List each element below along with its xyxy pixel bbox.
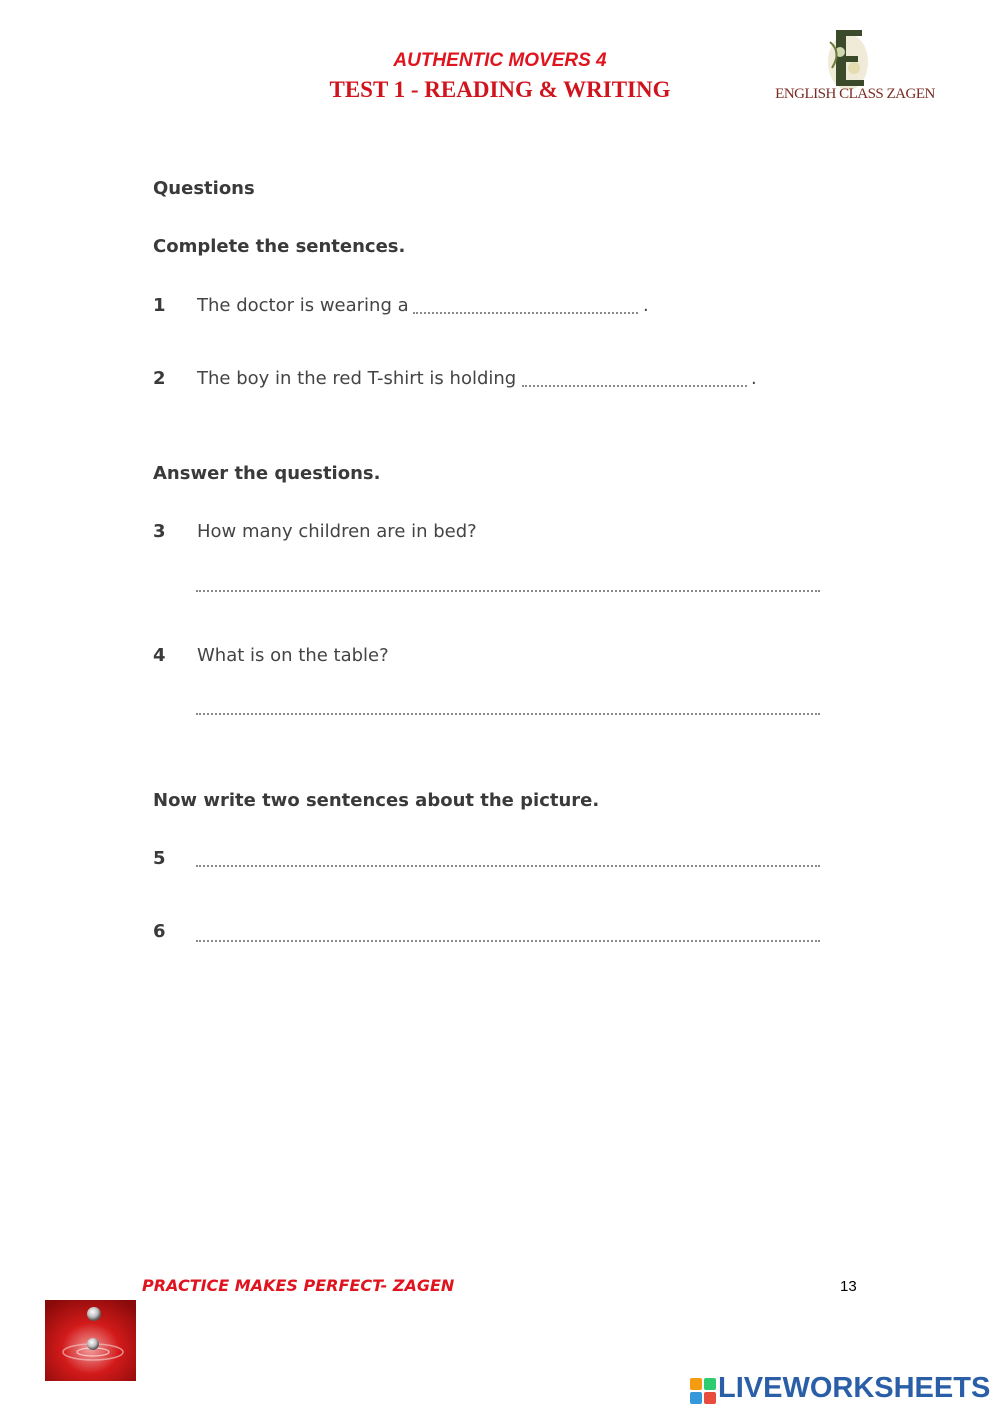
complete-sentences-title: Complete the sentences. <box>153 236 406 257</box>
item-4-text: What is on the table? <box>197 645 389 666</box>
item-6-answer-blank[interactable] <box>196 940 820 942</box>
item-5-answer-blank[interactable] <box>196 865 820 867</box>
water-drop-image <box>45 1300 136 1381</box>
item-2-number: 2 <box>153 368 166 389</box>
item-4-answer-blank[interactable] <box>196 713 820 715</box>
footer-motto: PRACTICE MAKES PERFECT- ZAGEN <box>142 1276 455 1295</box>
item-3-text: How many children are in bed? <box>197 521 477 542</box>
item-3-answer-blank[interactable] <box>196 590 820 592</box>
logo-text: ENGLISH CLASS ZAGEN <box>775 86 935 102</box>
item-1-text: The doctor is wearing a <box>197 295 409 316</box>
liveworksheets-logo-icon <box>690 1378 716 1404</box>
item-2-end: . <box>751 368 757 389</box>
item-1-number: 1 <box>153 295 166 316</box>
header-line-1: AUTHENTIC MOVERS 4 <box>393 50 607 71</box>
item-1-answer-blank[interactable] <box>413 312 638 314</box>
header-line-2: TEST 1 - READING & WRITING <box>329 77 671 102</box>
answer-questions-title: Answer the questions. <box>153 463 381 484</box>
item-4-number: 4 <box>153 645 166 666</box>
write-sentences-title: Now write two sentences about the picture. <box>153 790 600 811</box>
questions-title: Questions <box>153 178 255 199</box>
item-3-number: 3 <box>153 521 166 542</box>
item-1-end: . <box>643 295 649 316</box>
item-5-number: 5 <box>153 848 166 869</box>
page-number: 13 <box>840 1278 857 1295</box>
item-2-text: The boy in the red T-shirt is holding <box>197 368 517 389</box>
liveworksheets-brand: LIVEWORKSHEETS <box>718 1372 991 1404</box>
item-2-answer-blank[interactable] <box>522 385 747 387</box>
item-6-number: 6 <box>153 921 166 942</box>
